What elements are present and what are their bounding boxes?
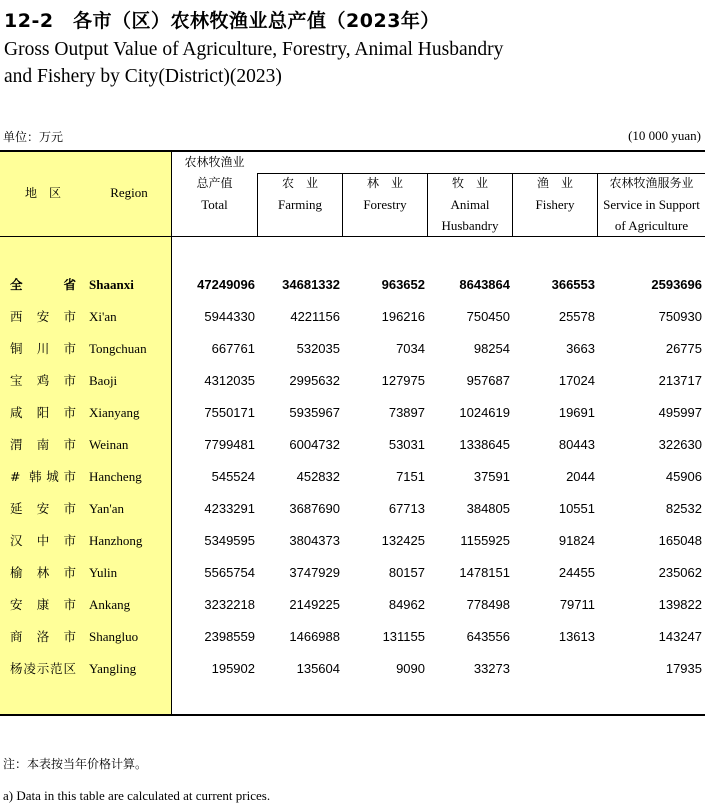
region-name-cn: 全 省 bbox=[10, 277, 76, 292]
cell-service: 2593696 bbox=[651, 277, 702, 292]
cell-fishery: 13613 bbox=[558, 629, 595, 644]
cell-farming: 452832 bbox=[296, 469, 340, 484]
cell-animal: 1155925 bbox=[460, 533, 510, 548]
cell-total: 4312035 bbox=[204, 373, 255, 388]
cell-fishery: 80443 bbox=[558, 437, 595, 452]
cell-animal: 1024619 bbox=[459, 405, 510, 420]
cell-total: 5944330 bbox=[204, 309, 255, 324]
cell-fishery: 366553 bbox=[551, 277, 595, 292]
header-fishery: 渔 业 Fishery bbox=[535, 176, 575, 212]
cell-animal: 384805 bbox=[466, 501, 510, 516]
cell-farming: 3687690 bbox=[289, 501, 340, 516]
region-name-cn: 延安市 bbox=[10, 501, 76, 516]
cell-farming: 2149225 bbox=[289, 597, 340, 612]
table-row bbox=[0, 429, 705, 461]
header-total-group: 农林牧渔业 bbox=[184, 155, 245, 169]
region-name-en: Ankang bbox=[89, 597, 131, 612]
cell-animal: 778498 bbox=[466, 597, 510, 612]
title-en-line2: and Fishery by City(District)(2023) bbox=[4, 66, 282, 87]
cell-fishery: 91824 bbox=[558, 533, 595, 548]
cell-fishery: 3663 bbox=[566, 341, 595, 356]
table-title-en bbox=[4, 36, 503, 90]
table-row bbox=[0, 301, 705, 333]
cell-forestry: 9090 bbox=[396, 661, 425, 676]
cell-service: 82532 bbox=[665, 501, 702, 516]
table-row bbox=[0, 493, 705, 525]
region-name-en: Tongchuan bbox=[89, 341, 147, 356]
cell-fishery: 79711 bbox=[559, 597, 595, 612]
region-name-cn: 榆林市 bbox=[10, 565, 76, 580]
region-name-cn: 安康市 bbox=[10, 597, 76, 612]
cell-farming: 4221156 bbox=[290, 309, 340, 324]
cell-total: 3232218 bbox=[204, 597, 255, 612]
table-row bbox=[0, 621, 705, 653]
cell-forestry: 80157 bbox=[388, 565, 425, 580]
region-name-en: Xianyang bbox=[89, 405, 140, 420]
cell-animal: 1338645 bbox=[459, 437, 510, 452]
cell-animal: 8643864 bbox=[459, 277, 510, 292]
region-name-cn: 宝鸡市 bbox=[10, 373, 76, 388]
header-total-en: Total bbox=[201, 197, 228, 212]
table-row bbox=[0, 269, 705, 301]
region-name-en: Shangluo bbox=[89, 629, 139, 644]
cell-forestry: 7151 bbox=[396, 469, 425, 484]
cell-service: 17935 bbox=[665, 661, 702, 676]
cell-fishery: 25578 bbox=[558, 309, 595, 324]
cell-forestry: 73897 bbox=[388, 405, 425, 420]
cell-animal: 957687 bbox=[466, 373, 510, 388]
data-table bbox=[0, 150, 705, 716]
cell-total: 7550171 bbox=[204, 405, 255, 420]
region-name-en: Yangling bbox=[89, 661, 137, 676]
cell-service: 45906 bbox=[665, 469, 702, 484]
cell-farming: 3747929 bbox=[289, 565, 340, 580]
cell-service: 322630 bbox=[658, 437, 702, 452]
header-total bbox=[172, 152, 257, 215]
cell-service: 165048 bbox=[658, 533, 702, 548]
header-animal-husbandry: 牧 业 Animal Husbandry bbox=[441, 176, 499, 233]
cell-forestry: 131155 bbox=[382, 629, 425, 644]
header-total-cn: 总产值 bbox=[196, 176, 233, 190]
table-row bbox=[0, 525, 705, 557]
cell-forestry: 7034 bbox=[396, 341, 425, 356]
header-forestry: 林 业 Forestry bbox=[363, 176, 407, 212]
cell-farming: 5935967 bbox=[289, 405, 340, 420]
cell-total: 7799481 bbox=[204, 437, 255, 452]
unit-label-en: (10 000 yuan) bbox=[628, 128, 701, 143]
table-title-cn: 12-2 各市（区）农林牧渔业总产值（2023年） bbox=[4, 10, 440, 32]
table-row bbox=[0, 397, 705, 429]
cell-animal: 750450 bbox=[466, 309, 510, 324]
cell-service: 235062 bbox=[658, 565, 702, 580]
table-row bbox=[0, 557, 705, 589]
cell-total: 47249096 bbox=[197, 277, 255, 292]
cell-service: 139822 bbox=[658, 597, 702, 612]
footnote-en: a) Data in this table are calculated at current prices. bbox=[3, 788, 271, 803]
region-name-en: Shaanxi bbox=[89, 277, 134, 292]
region-name-cn: 咸阳市 bbox=[10, 405, 76, 420]
cell-forestry: 53031 bbox=[388, 437, 425, 452]
cell-total: 5565754 bbox=[204, 565, 255, 580]
cell-animal: 98254 bbox=[473, 341, 510, 356]
table-row bbox=[0, 365, 705, 397]
cell-service: 750930 bbox=[658, 309, 702, 324]
cell-farming: 34681332 bbox=[282, 277, 340, 292]
cell-farming: 532035 bbox=[296, 341, 340, 356]
cell-fishery: 19691 bbox=[558, 405, 595, 420]
cell-total: 5349595 bbox=[204, 533, 255, 548]
region-name-cn: 渭南市 bbox=[10, 437, 76, 452]
header-bottom-rule bbox=[0, 236, 705, 237]
table-row bbox=[0, 461, 705, 493]
title-en-line1: Gross Output Value of Agriculture, Forestry, Animal Husbandry bbox=[4, 39, 504, 60]
header-service: 农林牧渔服务业 Service in Support of Agriculture bbox=[603, 176, 700, 233]
cell-forestry: 84962 bbox=[388, 597, 425, 612]
region-name-en: Yan'an bbox=[89, 501, 124, 516]
cell-farming: 135604 bbox=[296, 661, 340, 676]
cell-farming: 2995632 bbox=[289, 373, 340, 388]
header-region-cn: 地 区 bbox=[24, 186, 61, 200]
cell-forestry: 132425 bbox=[381, 533, 425, 548]
region-name-cn: 杨凌示范区 bbox=[10, 661, 76, 676]
cell-farming: 1466988 bbox=[289, 629, 340, 644]
unit-label-cn: 单位：万元 bbox=[3, 130, 64, 144]
cell-total: 2398559 bbox=[204, 629, 255, 644]
cell-forestry: 67713 bbox=[388, 501, 425, 516]
cell-animal: 37591 bbox=[473, 469, 510, 484]
table-row bbox=[0, 333, 705, 365]
header-farming: 农 业 Farming bbox=[277, 176, 323, 212]
cell-forestry: 963652 bbox=[381, 277, 425, 292]
region-name-en: Yulin bbox=[89, 565, 118, 580]
footnote-cn: 注：本表按当年价格计算。 bbox=[3, 757, 148, 771]
cell-forestry: 127975 bbox=[381, 373, 425, 388]
region-name-cn: 铜川市 bbox=[10, 341, 76, 356]
cell-fishery: 17024 bbox=[558, 373, 595, 388]
table-row bbox=[0, 589, 705, 621]
cell-forestry: 196216 bbox=[381, 309, 425, 324]
cell-service: 26775 bbox=[665, 341, 702, 356]
region-name-en: Hanzhong bbox=[89, 533, 143, 548]
region-name-en: Baoji bbox=[89, 373, 118, 388]
region-name-cn: 商洛市 bbox=[10, 629, 76, 644]
cell-animal: 643556 bbox=[466, 629, 510, 644]
table-row bbox=[0, 653, 705, 685]
cell-service: 143247 bbox=[658, 629, 702, 644]
cell-total: 4233291 bbox=[204, 501, 255, 516]
cell-animal: 33273 bbox=[473, 661, 510, 676]
cell-fishery: 10551 bbox=[558, 501, 595, 516]
cell-service: 213717 bbox=[658, 373, 702, 388]
region-name-cn: 汉中市 bbox=[10, 533, 76, 548]
region-name-cn: # 韩城市 bbox=[10, 469, 76, 484]
region-name-en: Hancheng bbox=[89, 469, 142, 484]
region-name-cn: 西安市 bbox=[10, 309, 76, 324]
cell-service: 495997 bbox=[658, 405, 702, 420]
header-region-en: Region bbox=[110, 185, 148, 200]
cell-farming: 6004732 bbox=[289, 437, 340, 452]
cell-total: 195902 bbox=[211, 661, 255, 676]
cell-total: 667761 bbox=[211, 341, 255, 356]
cell-total: 545524 bbox=[211, 469, 255, 484]
region-name-en: Xi'an bbox=[89, 309, 117, 324]
cell-farming: 3804373 bbox=[289, 533, 340, 548]
cell-fishery: 24455 bbox=[558, 565, 595, 580]
region-name-en: Weinan bbox=[89, 437, 129, 452]
cell-animal: 1478151 bbox=[459, 565, 510, 580]
cell-fishery: 2044 bbox=[566, 469, 595, 484]
